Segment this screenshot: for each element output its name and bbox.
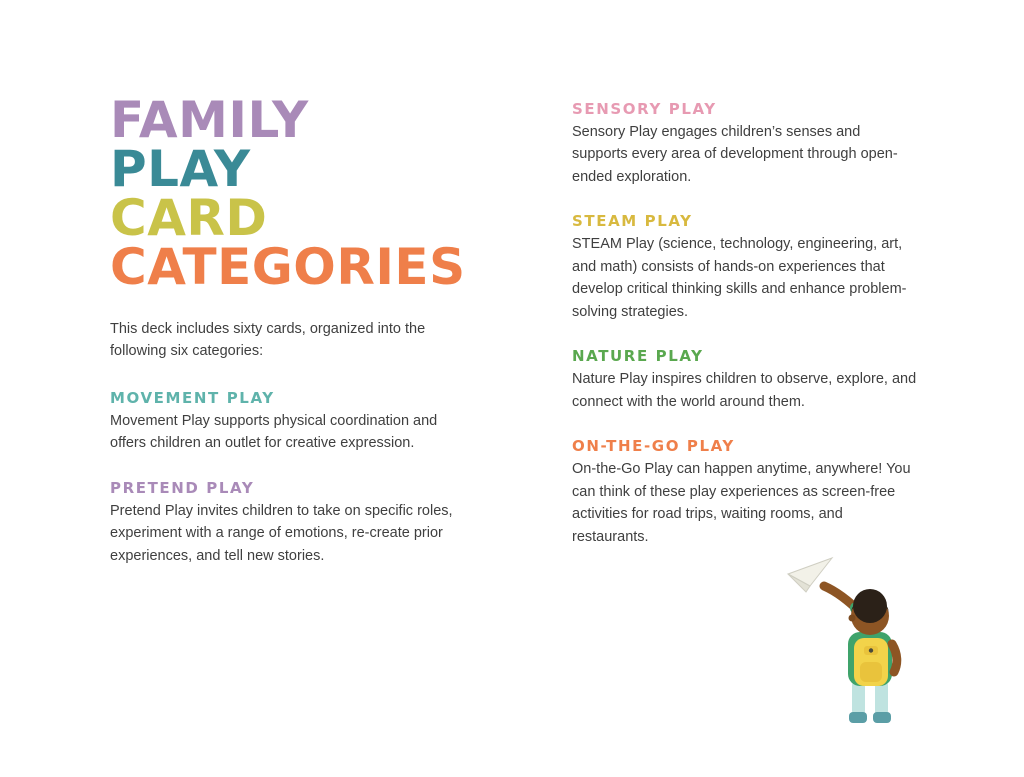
title-line-play: PLAY — [110, 140, 251, 198]
page-title — [110, 91, 470, 296]
category-heading-on-the-go-play: ON-THE-GO PLAY — [572, 437, 735, 456]
category-nature-play — [572, 347, 932, 413]
category-heading-steam-play: STEAM PLAY — [572, 212, 693, 231]
title-line-card: CARD — [110, 189, 268, 247]
category-body-sensory-play: Sensory Play engages children’s senses and supports every area of development through open-ended exploration. — [572, 124, 898, 185]
category-heading-pretend-play: PRETEND PLAY — [110, 478, 255, 497]
category-heading-nature-play: NATURE PLAY — [572, 347, 704, 366]
left-column — [110, 91, 470, 567]
category-pretend-play — [110, 479, 470, 567]
child-with-paper-airplane-illustration — [780, 552, 960, 742]
title-line-categories: CATEGORIES — [110, 238, 466, 296]
title-line-family: FAMILY — [110, 91, 309, 149]
category-body-movement-play: Movement Play supports physical coordination and offers children an outlet for creative expression. — [110, 412, 438, 452]
right-column — [572, 100, 932, 548]
category-body-steam-play: STEAM Play (science, technology, engineering, art, and math) consists of hands-on experiences that develop critical thinking skills and enhance problem-solving strategies. — [572, 236, 907, 320]
category-body-nature-play: Nature Play inspires children to observe, explore, and connect with the world around them. — [572, 371, 917, 410]
category-steam-play — [572, 212, 932, 323]
category-body-pretend-play: Pretend Play invites children to take on specific roles, experiment with a range of emotions, re-create prior experiences, and tell new stories. — [110, 502, 453, 564]
category-sensory-play — [572, 100, 932, 188]
category-body-on-the-go-play: On-the-Go Play can happen anytime, anywhere! You can think of these play experiences as screen-free activities for road trips, waiting rooms, and restaurants. — [572, 461, 911, 545]
category-on-the-go-play — [572, 437, 932, 548]
category-heading-sensory-play: SENSORY PLAY — [572, 100, 717, 118]
category-movement-play — [110, 389, 470, 455]
intro-paragraph: This deck includes sixty cards, organized into the following six categories: — [110, 321, 426, 360]
category-heading-movement-play: MOVEMENT PLAY — [110, 388, 275, 407]
